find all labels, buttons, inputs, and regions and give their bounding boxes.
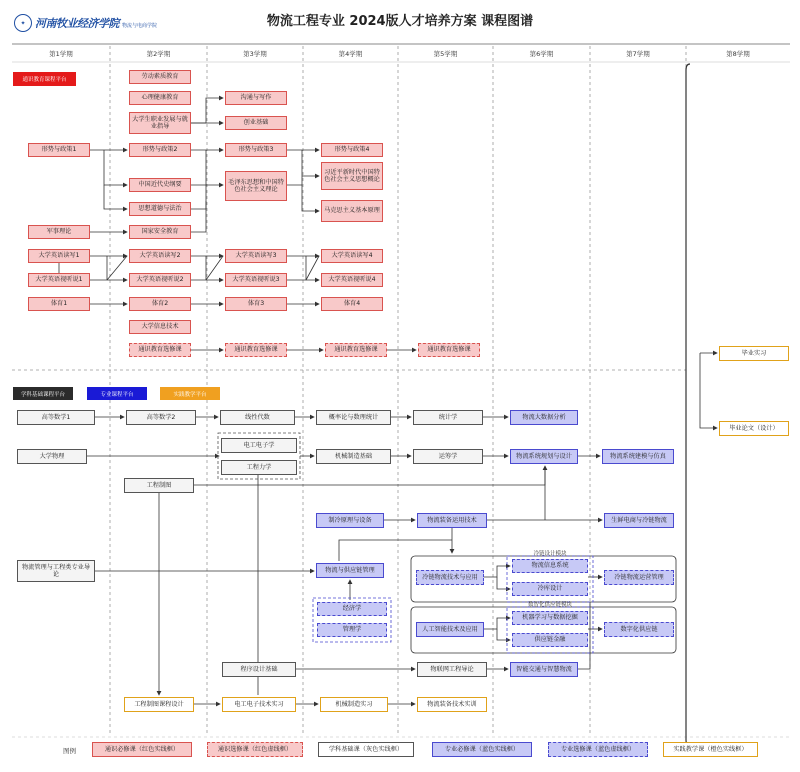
course-sp3: 形势与政策3 [225,143,287,157]
course-sp2: 形势与政策2 [129,143,191,157]
logo-college-name: 物流与电商学院 [122,22,158,29]
connector-arrow [287,150,302,185]
semester-4: 第4学期 [338,50,363,58]
course-equip: 物流装备运用技术 [417,513,487,528]
course-military: 军事理论 [28,225,90,239]
semester-6: 第6学期 [529,50,554,58]
platform-tag-major: 专业课程平台 [87,387,147,400]
connector-arrow [302,185,319,211]
course-sp4: 形势与政策4 [321,143,383,157]
course-eng-vl3: 大学英语视听说3 [225,273,287,287]
course-smart: 智能交通与智慧物流 [510,662,578,677]
course-math2: 高等数学2 [126,410,196,425]
course-comm: 沟通与写作 [225,91,287,105]
course-elective-3: 通识教育选修课 [225,343,287,357]
legend-label: 图例 [63,747,76,755]
course-elective-2: 通识教育选修课 [129,343,191,357]
course-cc-tech: 冷链物流技术与应用 [416,570,484,585]
course-xi: 习近平新时代中国特色社会主义思想概论 [321,162,383,190]
course-eng-vl2: 大学英语视听说2 [129,273,191,287]
course-bigdata: 物流大数据分析 [510,410,578,425]
course-ee-prac: 电工电子技术实习 [222,697,296,712]
course-info: 大学信息技术 [129,320,191,334]
course-lscm: 物流与供应链管理 [316,563,384,578]
course-info-sys: 物流信息系统 [512,559,588,573]
legend-practice: 实践教学课（橙色实线框） [663,742,758,757]
semester-2: 第2学期 [146,50,171,58]
page-title: 物流工程专业 2024版人才培养方案 课程图谱 [266,14,534,29]
course-prog: 程序设计基础 [222,662,296,677]
course-pe2: 体育2 [129,297,191,311]
legend-general-required: 通识必修课（红色实线框） [92,742,192,757]
platform-tag-basic: 学科基础课程平台 [13,387,73,400]
course-startup: 创业基础 [225,116,287,130]
course-elective-4: 通识教育选修课 [325,343,387,357]
connector-arrow [497,629,510,640]
course-math1: 高等数学1 [17,410,95,425]
course-labor: 劳动素质教育 [129,70,191,84]
course-eng-rw1: 大学英语读写1 [28,249,90,263]
course-equip-prac: 物流装备技术实训 [417,697,487,712]
course-econ: 经济学 [317,602,387,616]
connector-arrow [339,540,452,561]
course-iot: 物联网工程导论 [417,662,487,677]
connector-arrow [191,150,206,185]
course-sysmodel: 物流系统建模与仿真 [602,449,674,464]
connector-arrow [306,256,319,280]
course-dsc: 数字化供应链 [604,622,674,637]
course-pe1: 体育1 [28,297,90,311]
legend-general-elective: 通识选修课（红色虚线框） [207,742,303,757]
semester-7: 第7学期 [626,50,650,58]
course-ethics: 思想道德与法治 [129,202,191,216]
legend-major-required: 专业必修课（蓝色实线框） [432,742,532,757]
course-ee: 电工电子学 [221,438,297,453]
platform-tag-general: 通识教育课程平台 [13,72,76,86]
course-linear: 线性代数 [220,410,295,425]
course-eng-rw2: 大学英语读写2 [129,249,191,263]
connector-arrow [484,566,510,577]
connector-arrow [104,150,127,185]
course-elective-5: 通识教育选修课 [418,343,480,357]
cold-chain-module-label: 冷链设计模块 [533,551,567,557]
course-mfg-prac: 机械制造实习 [320,697,388,712]
course-sysplan: 物流系统规划与设计 [510,449,578,464]
course-career: 大学生职业发展与就业指导 [129,112,191,134]
course-psych: 心理健康教育 [129,91,191,105]
semester-8: 第8学期 [726,50,750,58]
course-mgmt: 管理学 [317,623,387,637]
connector-arrow [497,577,510,589]
connector-arrow [484,618,510,629]
course-draw-prac: 工程制图课程设计 [124,697,194,712]
course-eng-vl4: 大学英语视听说4 [321,273,383,287]
legend-basic: 学科基础课（灰色实线框） [318,742,414,757]
connector-arrow [104,185,127,209]
dsc-module-label: 数智化供应链模块 [527,602,572,608]
course-security: 国家安全教育 [129,225,191,239]
connector-arrow [191,185,206,209]
course-ai: 人工智能技术及应用 [416,622,484,637]
connector-arrow [700,353,717,428]
semester-5: 第5学期 [433,50,458,58]
course-mfg: 机械制造基础 [316,449,391,464]
course-drawing: 工程制图 [124,478,194,493]
course-thesis: 毕业论文（设计） [719,421,789,436]
connector-arrow [191,201,206,232]
semester-1: 第1学期 [49,50,73,58]
course-intern: 毕业实习 [719,346,789,361]
course-history: 中国近代史纲要 [129,178,191,192]
course-eng-vl1: 大学英语视听说1 [28,273,90,287]
course-marx: 马克思主义基本原理 [321,200,383,222]
course-mao: 毛泽东思想和中国特色社会主义理论 [225,171,287,201]
course-ops: 运筹学 [413,449,483,464]
school-seal-icon: ✦ [14,14,32,32]
legend-major-elective: 专业选修课（蓝色虚线框） [548,742,648,757]
course-pe3: 体育3 [225,297,287,311]
course-mech: 工程力学 [221,460,297,475]
connector-arrow [206,256,223,280]
logo-school-name: 河南牧业经济学院 [35,17,119,30]
course-physics: 大学物理 [17,449,87,464]
course-scf: 供应链金融 [512,633,588,647]
course-fresh: 生鲜电商与冷链物流 [604,513,674,528]
course-intro: 物流管理与工程类专业导论 [17,560,95,582]
course-eng-rw4: 大学英语读写4 [321,249,383,263]
course-eng-rw3: 大学英语读写3 [225,249,287,263]
course-stats: 统计学 [413,410,483,425]
platform-tag-practice: 实践教学平台 [160,387,220,400]
course-refrig: 制冷原理与设备 [316,513,384,528]
course-cold-design: 冷库设计 [512,582,588,596]
course-cc-ops: 冷链物流运营管理 [604,570,674,585]
course-ml: 机器学习与数据挖掘 [512,611,588,625]
semester-3: 第3学期 [243,50,267,58]
course-prob: 概率论与数理统计 [316,410,391,425]
course-pe4: 体育4 [321,297,383,311]
course-sp1: 形势与政策1 [28,143,90,157]
